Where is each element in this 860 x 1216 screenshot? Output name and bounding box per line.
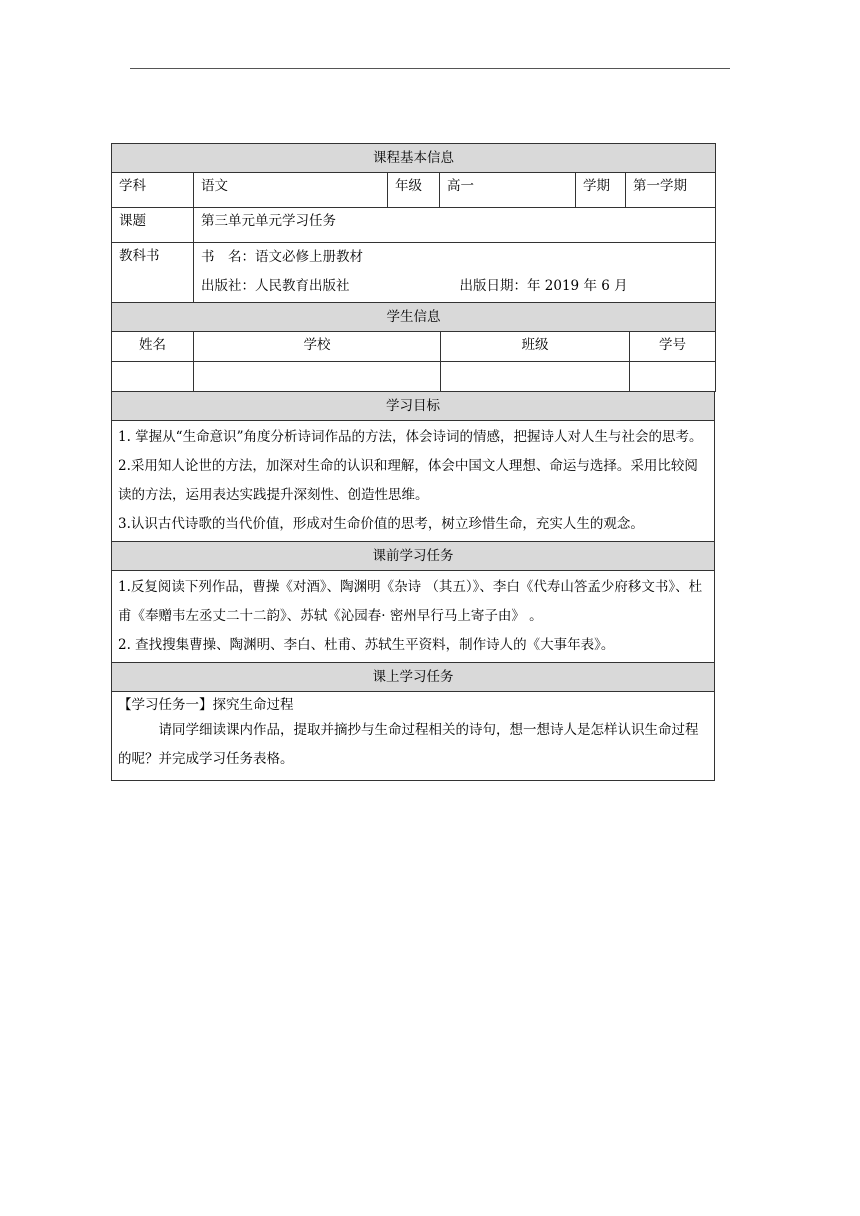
student-id-label: 学号: [630, 332, 716, 362]
textbook-details: [194, 243, 716, 303]
grade-value: 高一: [440, 173, 576, 208]
textbook-publish-line: [201, 272, 708, 301]
subject-label: 学科: [112, 173, 194, 208]
class-field[interactable]: [441, 362, 630, 392]
student-id-field[interactable]: [630, 362, 716, 392]
lesson-plan-sheet: [111, 143, 715, 781]
textbook-publish-date: 出版日期：年 2019 年 6 月: [459, 278, 628, 294]
term-value: 第一学期: [626, 173, 716, 208]
preclass-item: 1.反复阅读下列作品，曹操《对酒》、陶渊明《杂诗 （其五）》、李白《代寿山答孟少府移文书》、杜甫《奉赠韦左丞丈二十二韵》、苏轼《沁园春· 密州早行马上寄子由》 。: [118, 579, 703, 624]
task-one-title: 【学习任务一】探究生命过程: [118, 697, 294, 713]
course-info-table: [111, 143, 716, 303]
preclass-list: [112, 571, 715, 663]
goals-list: [112, 421, 715, 542]
name-field[interactable]: [112, 362, 194, 392]
school-label: 学校: [194, 332, 441, 362]
goal-item: 3.认识古代诗歌的当代价值，形成对生命价值的思考，树立珍惜生命，充实人生的观念。: [118, 516, 644, 532]
grade-label: 年级: [388, 173, 440, 208]
class-label: 班级: [441, 332, 630, 362]
textbook-publisher: 出版社：人民教育出版社: [201, 278, 350, 294]
student-info-heading: 学生信息: [112, 303, 716, 332]
name-label: 姓名: [112, 332, 194, 362]
goal-item: 1. 掌握从“生命意识”角度分析诗词作品的方法，体会诗词的情感，把握诗人对人生与社会的思考。: [118, 429, 703, 445]
term-label: 学期: [576, 173, 626, 208]
preclass-item: 2. 查找搜集曹操、陶渊明、李白、杜甫、苏轼生平资料，制作诗人的《大事年表》。: [118, 637, 615, 653]
topic-label: 课题: [112, 208, 194, 243]
student-info-table: [111, 302, 716, 392]
school-field[interactable]: [194, 362, 441, 392]
course-info-heading: 课程基本信息: [112, 144, 716, 173]
header-rule: [130, 68, 730, 69]
inclass-content: [112, 692, 715, 781]
subject-value: 语文: [194, 173, 388, 208]
goals-heading: 学习目标: [112, 392, 715, 421]
learning-table: [111, 391, 715, 781]
preclass-heading: 课前学习任务: [112, 542, 715, 571]
topic-value: 第三单元单元学习任务: [194, 208, 716, 243]
inclass-heading: 课上学习任务: [112, 663, 715, 692]
goal-item: 2.采用知人论世的方法，加深对生命的认识和理解，体会中国文人理想、命运与选择。采用比较阅读的方法，运用表达实践提升深刻性、创造性思维。: [118, 458, 698, 503]
textbook-label: 教科书: [112, 243, 194, 303]
task-one-text: 请同学细读课内作品，提取并摘抄与生命过程相关的诗句，想一想诗人是怎样认识生命过程的呢？并完成学习任务表格。: [118, 722, 699, 767]
textbook-name: 书 名：语文必修上册教材: [201, 249, 363, 265]
